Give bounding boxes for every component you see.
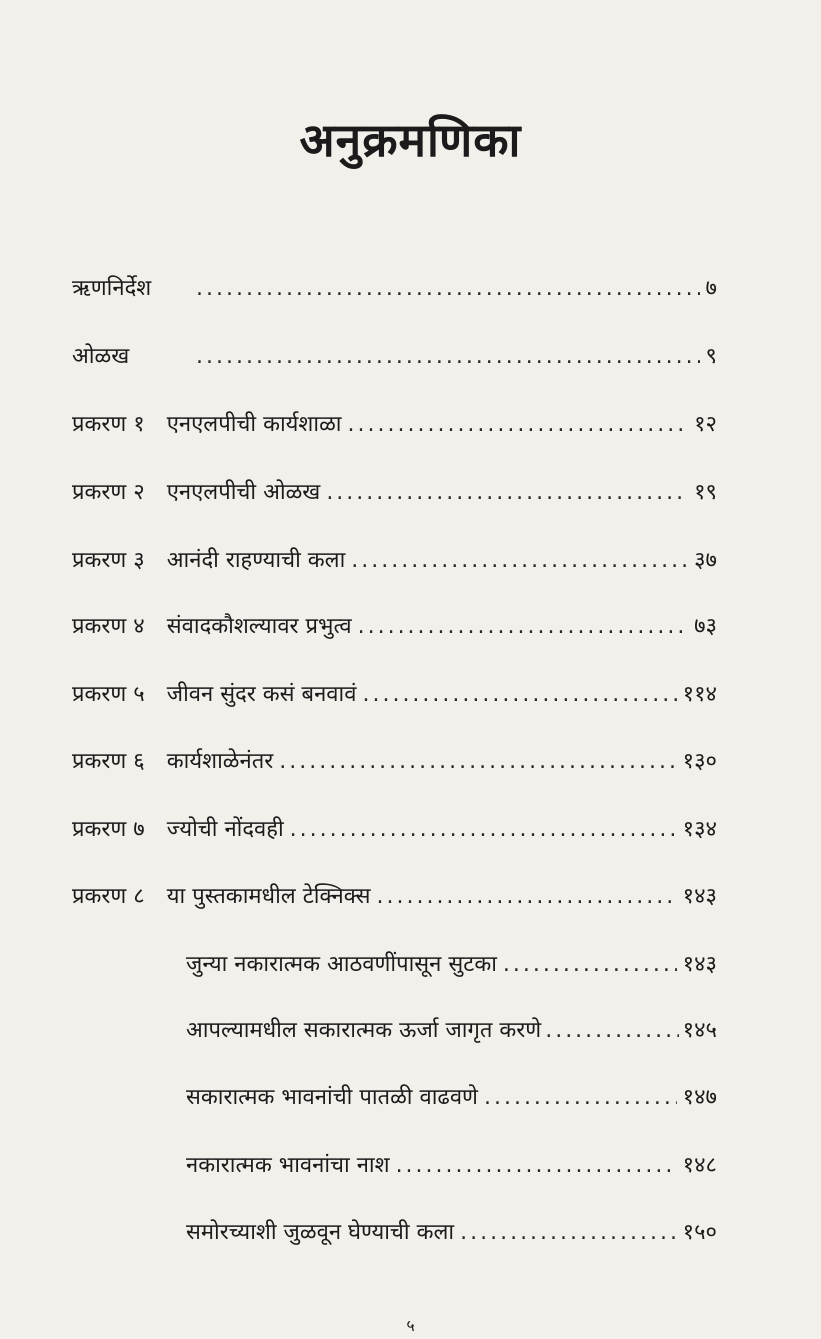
dot-leader (376, 884, 676, 909)
dot-leader (396, 1153, 677, 1178)
toc-label: प्रकरण ४ (72, 614, 145, 639)
toc-title: एनएलपीची ओळख (166, 480, 321, 505)
toc-subentry-title: जुन्या नकारात्मक आठवणींपासून सुटका (186, 952, 497, 977)
toc-title: ज्योची नोंदवही (166, 817, 284, 842)
toc-label: प्रकरण ८ (72, 884, 145, 909)
toc-title: या पुस्तकामधील टेक्निक्स (166, 884, 371, 909)
toc-page-number: ७३ (694, 614, 717, 639)
toc-entry-acknowledgements (72, 272, 717, 312)
dot-leader (351, 548, 688, 573)
toc-label: प्रकरण २ (72, 480, 145, 505)
dot-leader (279, 749, 676, 774)
toc-entry-chapter-8 (72, 880, 717, 920)
toc-page-number: १५० (682, 1220, 717, 1245)
dot-leader (545, 1018, 678, 1043)
toc-subentry-title: सकारात्मक भावनांची पातळी वाढवणे (186, 1085, 478, 1110)
toc-entry-chapter-5 (72, 678, 717, 718)
toc-page-number: १४५ (682, 1018, 717, 1043)
dot-leader (196, 344, 700, 369)
toc-page-number: १४३ (682, 952, 717, 977)
toc-label: ऋणनिर्देश (72, 276, 152, 301)
toc-title: एनएलपीची कार्यशाळा (166, 412, 342, 437)
toc-page-number: १३० (682, 749, 717, 774)
toc-title: आनंदी राहण्याची कला (166, 548, 346, 573)
toc-entry-introduction (72, 340, 717, 380)
toc-subentry (186, 1149, 717, 1189)
toc-subentry-title: नकारात्मक भावनांचा नाश (186, 1153, 390, 1178)
dot-leader (484, 1085, 677, 1110)
dot-leader (362, 682, 676, 707)
toc-page-number: १४८ (682, 1153, 717, 1178)
toc-page-number: १३४ (682, 817, 717, 842)
toc-subentry (186, 948, 717, 988)
dot-leader (358, 614, 689, 639)
toc-title: जीवन सुंदर कसं बनवावं (166, 682, 357, 707)
toc-label: प्रकरण ३ (72, 548, 145, 573)
toc-label: प्रकरण ७ (72, 817, 145, 842)
toc-entry-chapter-3 (72, 544, 717, 584)
toc-subentry (186, 1081, 717, 1121)
toc-subentry (186, 1216, 717, 1256)
toc-page-number: ९ (705, 344, 717, 369)
dot-leader (326, 480, 688, 505)
dot-leader (460, 1220, 677, 1245)
dot-leader (290, 817, 677, 842)
toc-label: प्रकरण १ (72, 412, 145, 437)
toc-label: प्रकरण ५ (72, 682, 145, 707)
toc-label: ओळख (72, 344, 130, 369)
toc-entry-chapter-7 (72, 813, 717, 853)
toc-subentry-title: आपल्यामधील सकारात्मक ऊर्जा जागृत करणे (186, 1018, 542, 1043)
toc-entry-chapter-4 (72, 610, 717, 650)
toc-entry-chapter-2 (72, 476, 717, 516)
toc-title: कार्यशाळेनंतर (166, 749, 274, 774)
dot-leader (196, 276, 700, 301)
toc-label: प्रकरण ६ (72, 749, 145, 774)
toc-page-number: १४७ (682, 1085, 717, 1110)
dot-leader (348, 412, 689, 437)
page-title: अनुक्रमणिका (299, 113, 522, 167)
toc-entry-chapter-6 (72, 745, 717, 785)
toc-page-number: १२ (694, 412, 717, 437)
toc-title: संवादकौशल्यावर प्रभुत्व (166, 614, 352, 639)
toc-page-number: १४३ (682, 884, 717, 909)
toc-page-number: ११४ (682, 682, 717, 707)
toc-page-number: ३७ (694, 548, 717, 573)
toc-subentry (186, 1014, 717, 1054)
dot-leader (503, 952, 677, 977)
toc-page-number: १९ (694, 480, 717, 505)
toc-subentry-title: समोरच्याशी जुळवून घेण्याची कला (186, 1220, 455, 1245)
toc-page-number: ७ (705, 276, 717, 301)
footer-page-number: ५ (406, 1316, 415, 1335)
toc-entry-chapter-1 (72, 408, 717, 448)
